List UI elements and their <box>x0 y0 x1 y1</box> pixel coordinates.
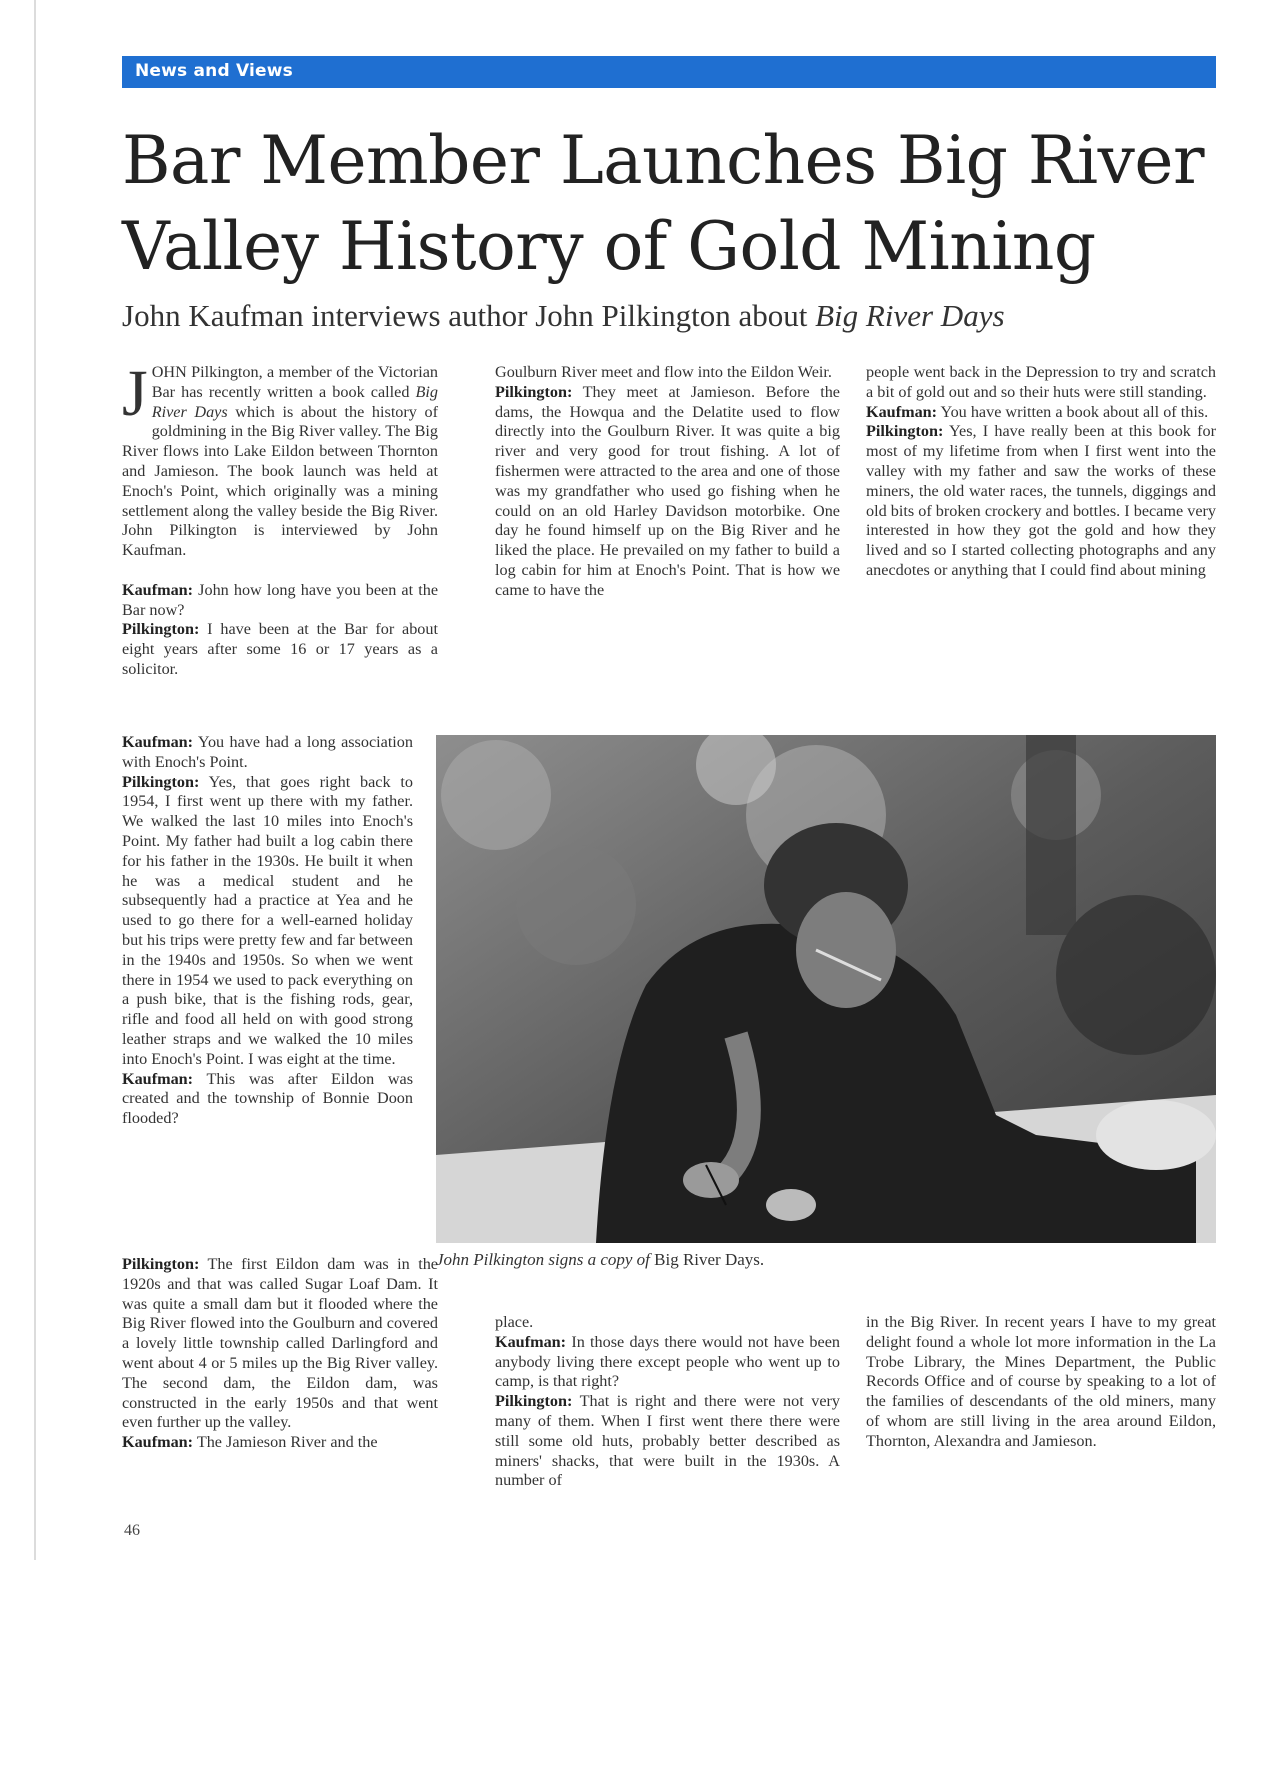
question: Kaufman: This was after Eildon was created and the township of Bonnie Doon flooded? <box>122 1069 413 1128</box>
page-number: 46 <box>124 1522 140 1539</box>
answer: Pilkington: That is right and there were not very many of them. When I first went there there were still some old huts, probably better described as miners' shacks, that were built in the 1930s. A number of <box>495 1392 840 1490</box>
question: Kaufman: You have written a book about all of this. <box>866 402 1209 421</box>
answer: Pilkington: I have been at the Bar for about eight years after some 16 or 17 years as a solicitor. <box>122 620 438 678</box>
caption-book-title: Big River Days. <box>649 1250 765 1269</box>
article-photo <box>436 735 1216 1243</box>
photo-illustration <box>436 735 1216 1243</box>
answer-continued: in the Big River. In recent years I have to my great delight found a whole lot more information in the La Trobe Library, the Mines Department, the Public Records Office and of course by speaking to a lot of the families of descendants of the old miners, many of whom are still living in the area around Eildon, Thornton, Alexandra and Jamieson. <box>866 1313 1216 1450</box>
speaker-pilkington: Pilkington: <box>122 620 200 639</box>
column-1-narrow <box>122 733 413 1129</box>
photo-caption <box>436 1249 1216 1271</box>
section-label: News and Views <box>135 61 293 81</box>
section-banner <box>122 56 1216 88</box>
column-3 <box>866 363 1216 581</box>
intro-paragraph: JOHN Pilkington, a member of the Victorian Bar has recently written a book called Big River Days which is about the history of goldmining in the Big River valley. The Big River flows into Lake Eildon between Thornton and Jamieson. The book launch was held at Enoch's Point, which originally was a mining settlement along the valley beside the Big River. John Pilkington is interviewed by John Kaufman. <box>122 357 439 560</box>
answer-continued: Goulburn River meet and flow into the Eildon Weir. <box>495 363 832 381</box>
subhead-lead: John Kaufman interviews author John Pilkington about <box>122 298 816 333</box>
column-3-bottom <box>866 1313 1216 1452</box>
column-2 <box>495 363 840 601</box>
column-1-bottom <box>122 1255 438 1453</box>
subhead-book-title: Big River Days <box>815 298 1005 333</box>
column-1 <box>122 357 439 680</box>
question: Kaufman: The Jamieson River and the <box>122 1433 378 1452</box>
answer: Pilkington: Yes, I have really been at this book for most of my lifetime from when I first went into the valley with my father and saw the works of these miners, the old water races, the tunnels, diggings and old bits of broken crockery and bottles. I became very interested in how they got the gold and how they lived and so I started collecting photographs and any anecdotes or anything that I could find about mining <box>866 422 1216 579</box>
column-2-bottom <box>495 1313 840 1491</box>
intro-book-title: Big River Days <box>151 382 438 421</box>
answer-continued: place. <box>495 1313 534 1331</box>
answer-continued: people went back in the Depression to try and scratch a bit of gold out and so their huts were still standing. <box>866 363 1216 401</box>
question: Kaufman: John how long have you been at the Bar now? <box>122 580 439 619</box>
answer: Pilkington: They meet at Jamieson. Before the dams, the Howqua and the Delatite used to flow directly into the Goulburn River. It was quite a big river and very good for trout fishing. A lot of fishermen were attracted to the area and one of those was my grandfather who used go fishing when he could on an old Harley Davidson motorbike. One day he found himself up on the Big River and he liked the place. He prevailed on my father to build a log cabin for him at Enoch's Point. That is how we came to have the <box>495 382 840 599</box>
page-edge-rule <box>34 0 36 1560</box>
answer: Pilkington: Yes, that goes right back to 1954, I first went up there with my father. We walked the last 10 miles into Enoch's Point. My father had built a log cabin there for his father in the 1930s. He built it when he was a medical student and he subsequently had a practice at Yea and he used to go there for a well-earned holiday but his trips were pretty few and far between in the 1940s and 1950s. So when we went there in 1954 we used to pack everything on a push bike, that is the fishing rods, gear, rifle and food all held on with good strong leather straps and we walked the 10 miles into Enoch's Point. I was eight at the time. <box>122 772 413 1068</box>
answer: Pilkington: The first Eildon dam was in the 1920s and that was called Sugar Loaf Dam. It was quite a small dam but it flooded where the Big River flowed into the Goulburn and covered a lovely little township called Darlingford and went about 4 or 5 miles up the Big River valley. The second dam, the Eildon dam, was constructed in the early 1950s and that went even further up the valley. <box>122 1255 438 1432</box>
article-headline: Bar Member Launches Big River Valley History of Gold Mining <box>122 122 1205 285</box>
speaker-kaufman: Kaufman: <box>122 580 194 599</box>
drop-cap: J <box>122 357 148 430</box>
question: Kaufman: In those days there would not have been anybody living there except people who went up to camp, is that right? <box>495 1332 840 1391</box>
caption-lead: John Pilkington signs a copy of <box>436 1250 650 1269</box>
article-subhead <box>122 296 1222 336</box>
question: Kaufman: You have had a long association with Enoch's Point. <box>122 733 413 771</box>
